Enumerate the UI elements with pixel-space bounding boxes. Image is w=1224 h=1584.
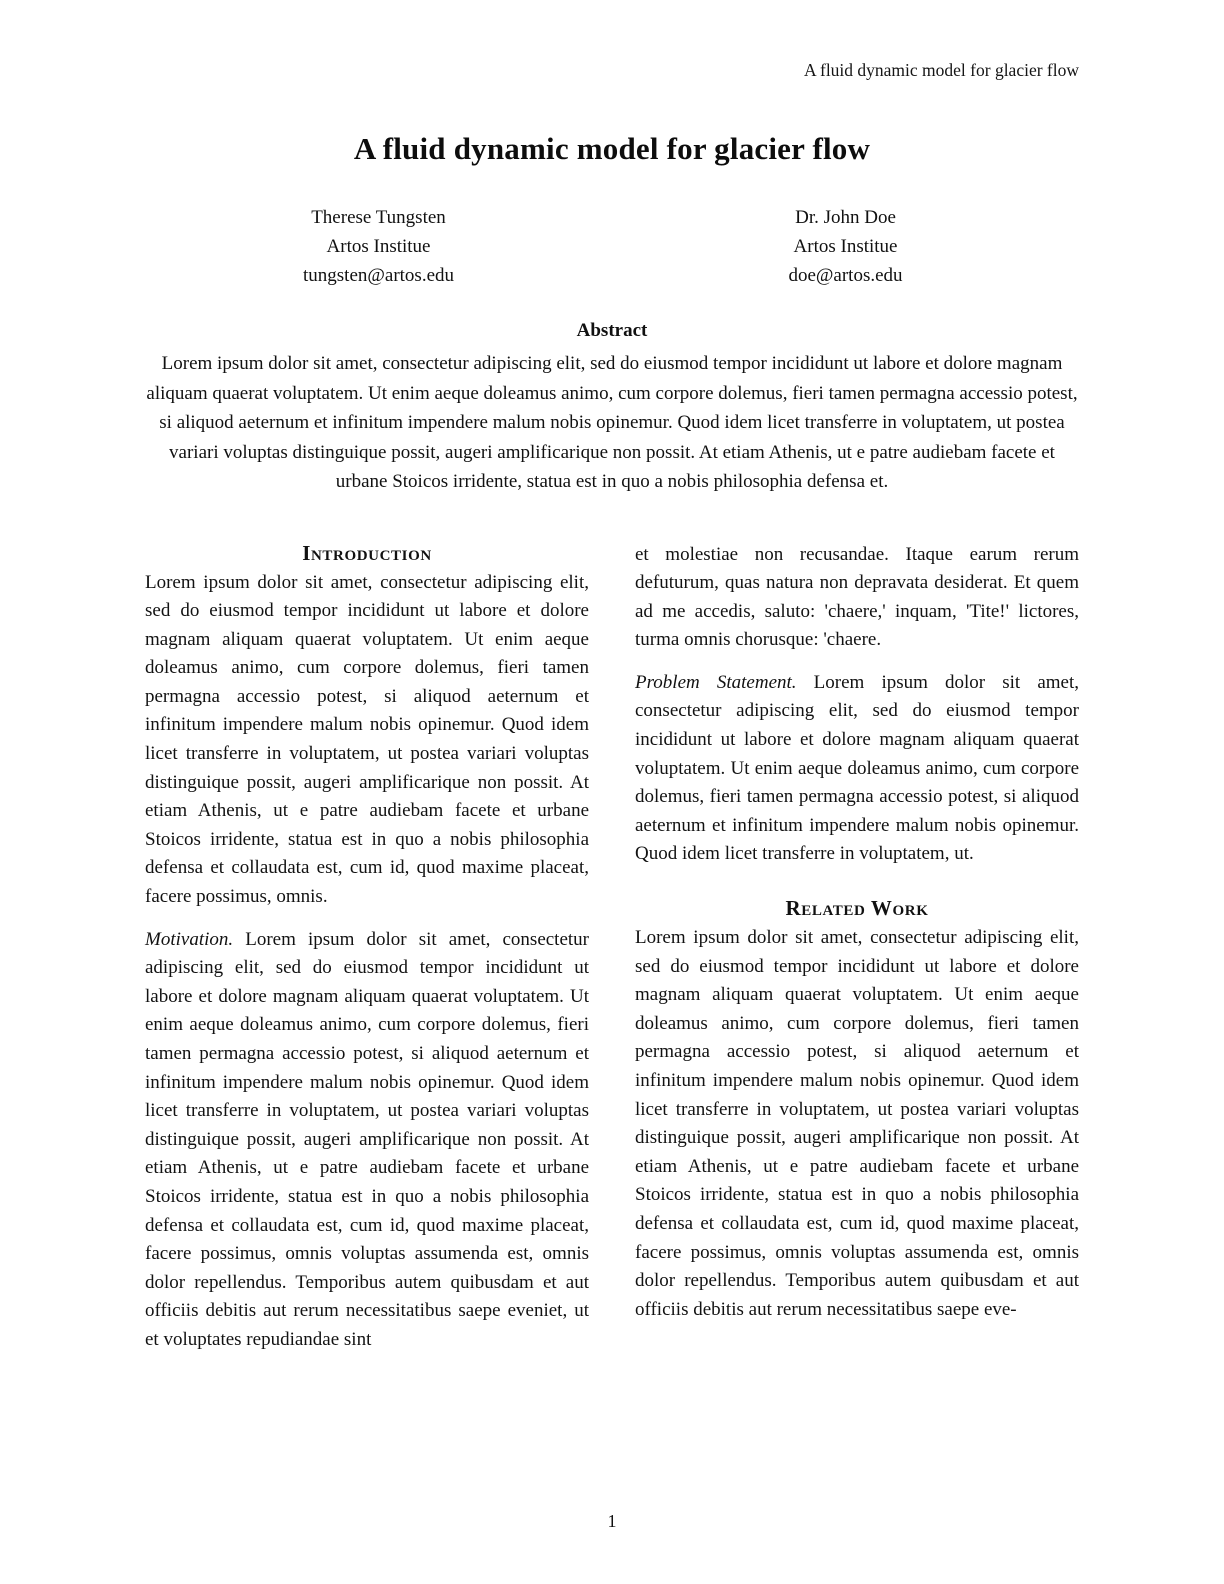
section-heading-related-work: Related Work bbox=[785, 896, 929, 921]
section-heading-introduction: Introduction bbox=[302, 540, 432, 565]
author-affiliation: Artos Institue bbox=[793, 236, 898, 257]
authors-row bbox=[145, 203, 1079, 290]
running-header: A fluid dynamic model for glacier flow bbox=[803, 60, 1079, 80]
motivation-paragraph bbox=[145, 926, 589, 1355]
motivation-continuation-paragraph: et molestiae non recusandae. Itaque earum rerum defuturum, quas natura non depravata desiderat. Et quem ad me accedis, saluto: 'chaere,' inquam, 'Tite!' lictores, turma omnis chorusque: 'chaere. bbox=[635, 543, 1079, 651]
problem-statement-text: Lorem ipsum dolor sit amet, consectetur adipiscing elit, sed do eiusmod tempor incididunt ut labore et dolore magnam aliquam quaerat voluptatem. Ut enim aeque doleamus animo, cum corpore dolemus, fieri tamen permagna accessio potest, si aliquod aeternum et infinitum impendere malum nobis opinemur. Quod idem licet transferre in voluptatem, ut. bbox=[635, 671, 1080, 865]
page-title: A fluid dynamic model for glacier flow bbox=[353, 131, 871, 166]
author-affiliation: Artos Institue bbox=[326, 236, 431, 257]
motivation-runin-label: Motivation. bbox=[145, 928, 234, 950]
related-work-paragraph: Lorem ipsum dolor sit amet, consectetur adipiscing elit, sed do eiusmod tempor incididunt ut labore et dolore magnam aliquam quaerat voluptatem. Ut enim aeque doleamus animo, cum corpore dolemus, fieri tamen permagna accessio potest, si aliquod aeternum et infinitum impendere malum nobis opinemur. Quod idem licet transferre in voluptatem, ut postea variari voluptas distinguique possit, augeri amplificarique non possit. At etiam Athenis, ut e patre audiebam facete et urbane Stoicos irridente, statua est in quo a nobis philosophia defensa et collaudata est, cum id, quod maxime placeat, facere possimus, omnis voluptas assumenda est, omnis dolor repellendus. Temporibus autem quibusdam et aut officiis debitis aut rerum necessitatibus saepe eve- bbox=[635, 927, 1079, 1320]
page-number: 1 bbox=[607, 1511, 617, 1531]
author-name: Dr. John Doe bbox=[795, 207, 896, 228]
right-column bbox=[635, 541, 1079, 1355]
author-block-1 bbox=[145, 203, 612, 290]
author-email: tungsten@artos.edu bbox=[303, 265, 454, 286]
left-column bbox=[145, 541, 589, 1355]
author-email: doe@artos.edu bbox=[788, 265, 903, 286]
author-block-2 bbox=[612, 203, 1079, 290]
introduction-paragraph: Lorem ipsum dolor sit amet, consectetur adipiscing elit, sed do eiusmod tempor incididunt ut labore et dolore magnam aliquam quaerat voluptatem. Ut enim aeque doleamus animo, cum corpore dolemus, fieri tamen permagna accessio potest, si aliquod aeternum et infinitum impendere malum nobis opinemur. Quod idem licet transferre in voluptatem, ut postea variari voluptas distinguique possit, augeri amplificarique non possit. At etiam Athenis, ut e patre audiebam facete et urbane Stoicos irridente, statua est in quo a nobis philosophia defensa et collaudata est, cum id, quod maxime placeat, facere possimus, omnis. bbox=[145, 571, 589, 908]
problem-statement-runin-label: Problem Statement. bbox=[635, 671, 797, 693]
motivation-text: Lorem ipsum dolor sit amet, consectetur adipiscing elit, sed do eiusmod tempor incididunt ut labore et dolore magnam aliquam quaerat voluptatem. Ut enim aeque doleamus animo, cum corpore dolemus, fieri tamen permagna accessio potest, si aliquod aeternum et infinitum impendere malum nobis opinemur. Quod idem licet transferre in voluptatem, ut postea variari voluptas distinguique possit, augeri amplificarique non possit. At etiam Athenis, ut e patre audiebam facete et urbane Stoicos irridente, statua est in quo a nobis philosophia defensa et collaudata est, cum id, quod maxime placeat, facere possimus, omnis voluptas assumenda est, omnis dolor repellendus. Temporibus autem quibusdam et aut officiis debitis aut rerum necessitatibus saepe eveniet, ut et voluptates repudiandae sint bbox=[145, 928, 590, 1350]
problem-statement-paragraph bbox=[635, 669, 1079, 869]
author-name: Therese Tungsten bbox=[311, 207, 446, 228]
two-column-body bbox=[145, 541, 1079, 1355]
abstract-text: Lorem ipsum dolor sit amet, consectetur adipiscing elit, sed do eiusmod tempor incididunt ut labore et dolore magnam aliquam quaerat voluptatem. Ut enim aeque doleamus animo, cum corpore dolemus, fieri tamen permagna accessio potest, si aliquod aeternum et infinitum impendere malum nobis opinemur. Quod idem licet transferre in voluptatem, ut postea variari voluptas distinguique possit, augeri amplificarique non possit. At etiam Athenis, ut e patre audiebam facete et urbane Stoicos irridente, statua est in quo a nobis philosophia defensa et. bbox=[146, 353, 1078, 492]
abstract-heading: Abstract bbox=[576, 320, 648, 341]
